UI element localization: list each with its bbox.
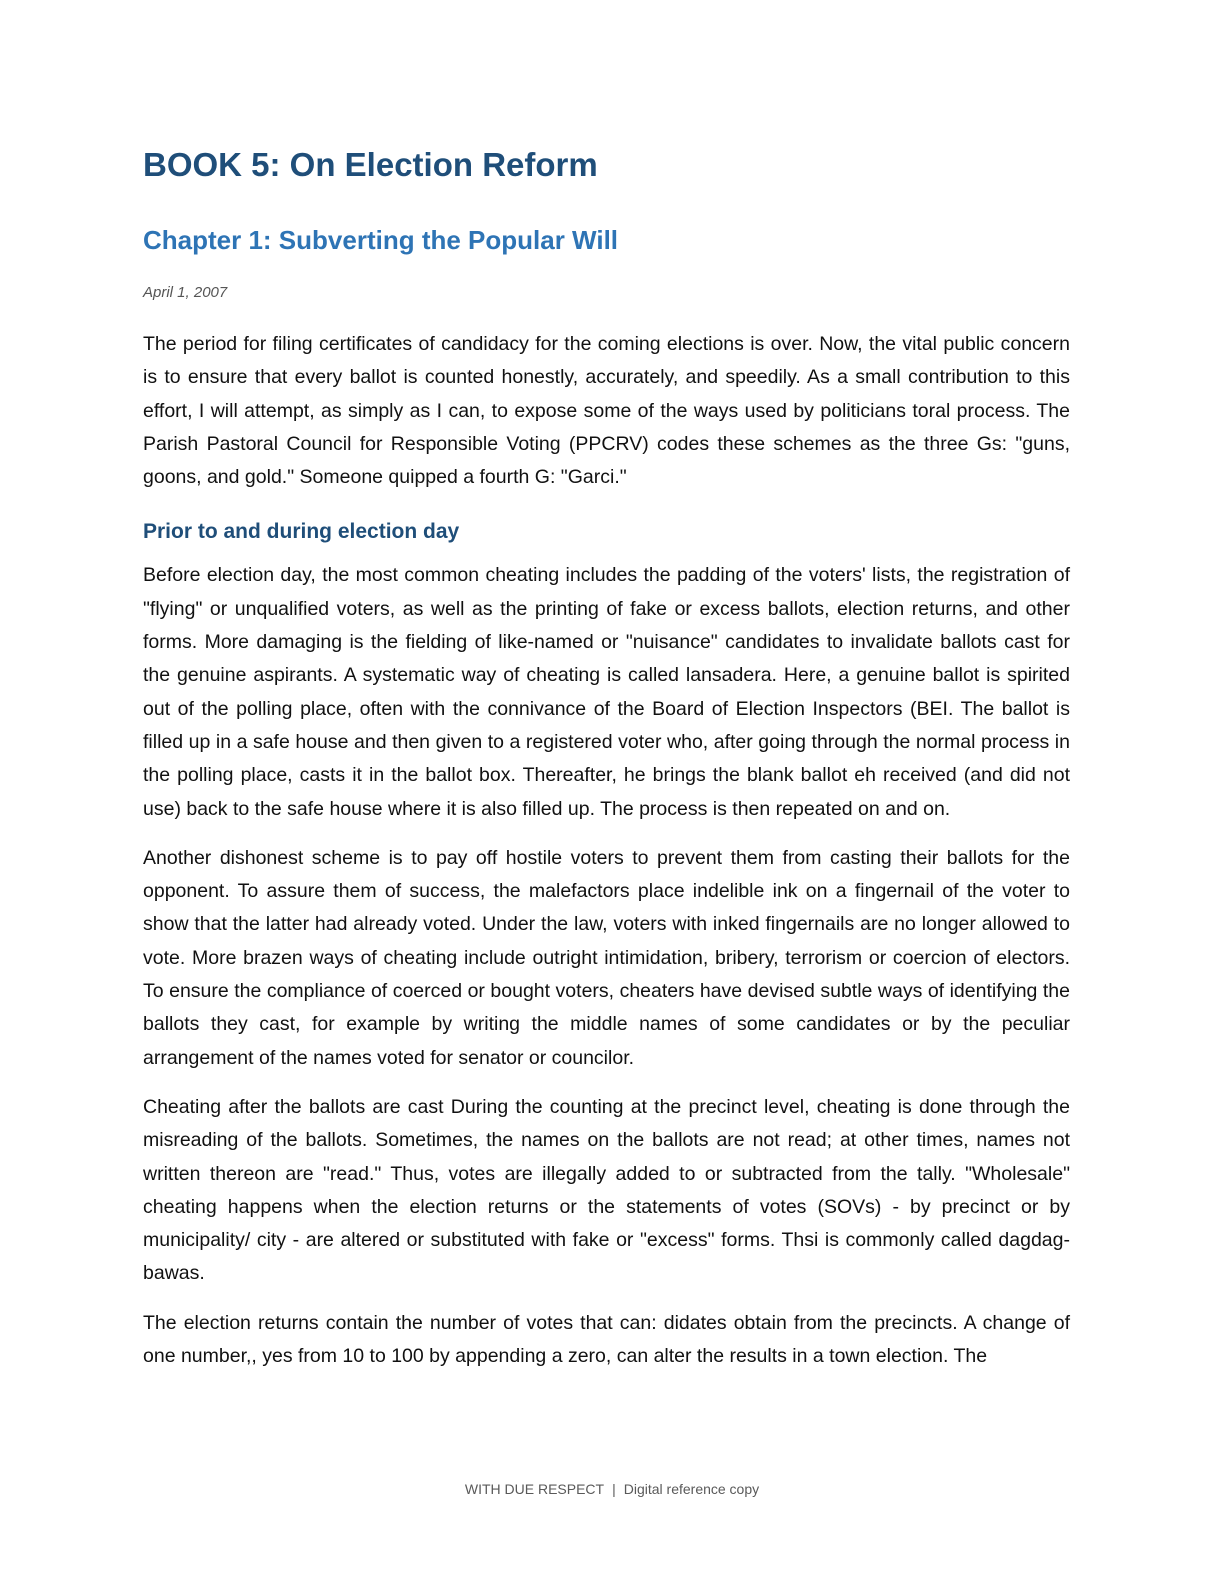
section-heading: Prior to and during election day xyxy=(143,520,460,544)
body-paragraph-1: Before election day, the most common cheating includes the padding of the voters' lists, the registration of "flying" or unqualified voters, as well as the printing of fake or excess ballots, election returns, and other forms. More damaging is the fielding of like-named or "nuisance" candidates to invalidate ballots cast for the genuine aspirants. A systematic way of cheating is called lansadera. Here, a genuine ballot is spirited out of the polling place, often with the connivance of the Board of Election Inspectors (BEI. The ballot is filled up in a safe house and then given to a registered voter who, after going through the normal process in the polling place, casts it in the ballot box. Thereafter, he brings the blank ballot eh received (and did not use) back to the safe house where it is also filled up. The process is then repeated on and on. xyxy=(143,564,1070,820)
chapter-title: Chapter 1: Subverting the Popular Will xyxy=(143,225,619,255)
page-footer xyxy=(0,1478,1224,1500)
body-paragraph-2: Another dishonest scheme is to pay off hostile voters to prevent them from casting their ballots for the opponent. To assure them of success, the malefactors place indelible ink on a fingernail of the voter to show that the latter had already voted. Under the law, voters with inked fingernails are no longer allowed to vote. More brazen ways of cheating include outright intimidation, bribery, terrorism or coercion of electors. To ensure the compliance of coerced or bought voters, cheaters have devised subtle ways of identifying the ballots they cast, for example by writing the middle names of some candidates or by the peculiar arrangement of the names voted for senator or councilor. xyxy=(143,846,1070,1069)
footer-copy-note: Digital reference copy xyxy=(623,1481,760,1497)
body-paragraph-3: Cheating after the ballots are cast During the counting at the precinct level, cheating is done through the misreading of the ballots. Sometimes, the names on the ballots are not read; at other times, names not written thereon are "read." Thus, votes are illegally added to or subtracted from the tally. "Wholesale" cheating happens when the election returns or the statements of votes (SOVs) - by precinct or by municipality/ city - are altered or substituted with fake or "excess" forms. Thsi is commonly called dagdag-bawas. xyxy=(143,1095,1070,1285)
footer-separator: | xyxy=(612,1481,616,1497)
publication-date: April 1, 2007 xyxy=(143,284,228,301)
book-title: BOOK 5: On Election Reform xyxy=(143,146,598,183)
body-paragraph-4: The election returns contain the number of votes that can: didates obtain from the precincts. A change of one number,, yes from 10 to 100 by appending a zero, can alter the results in a town election. The xyxy=(143,1311,1070,1368)
intro-paragraph: The period for filing certificates of candidacy for the coming elections is over. Now, the vital public concern is to ensure that every ballot is counted honestly, accurately, and speedily. As a small contribution to this effort, I will attempt, as simply as I can, to expose some of the ways used by politicians toral process. The Parish Pastoral Council for Responsible Voting (PPCRV) codes these schemes as the three Gs: "guns, goons, and gold." Someone quipped a fourth G: "Garci." xyxy=(143,333,1070,489)
footer-publication-name: WITH DUE RESPECT xyxy=(464,1481,605,1497)
page-content xyxy=(143,140,1070,1373)
